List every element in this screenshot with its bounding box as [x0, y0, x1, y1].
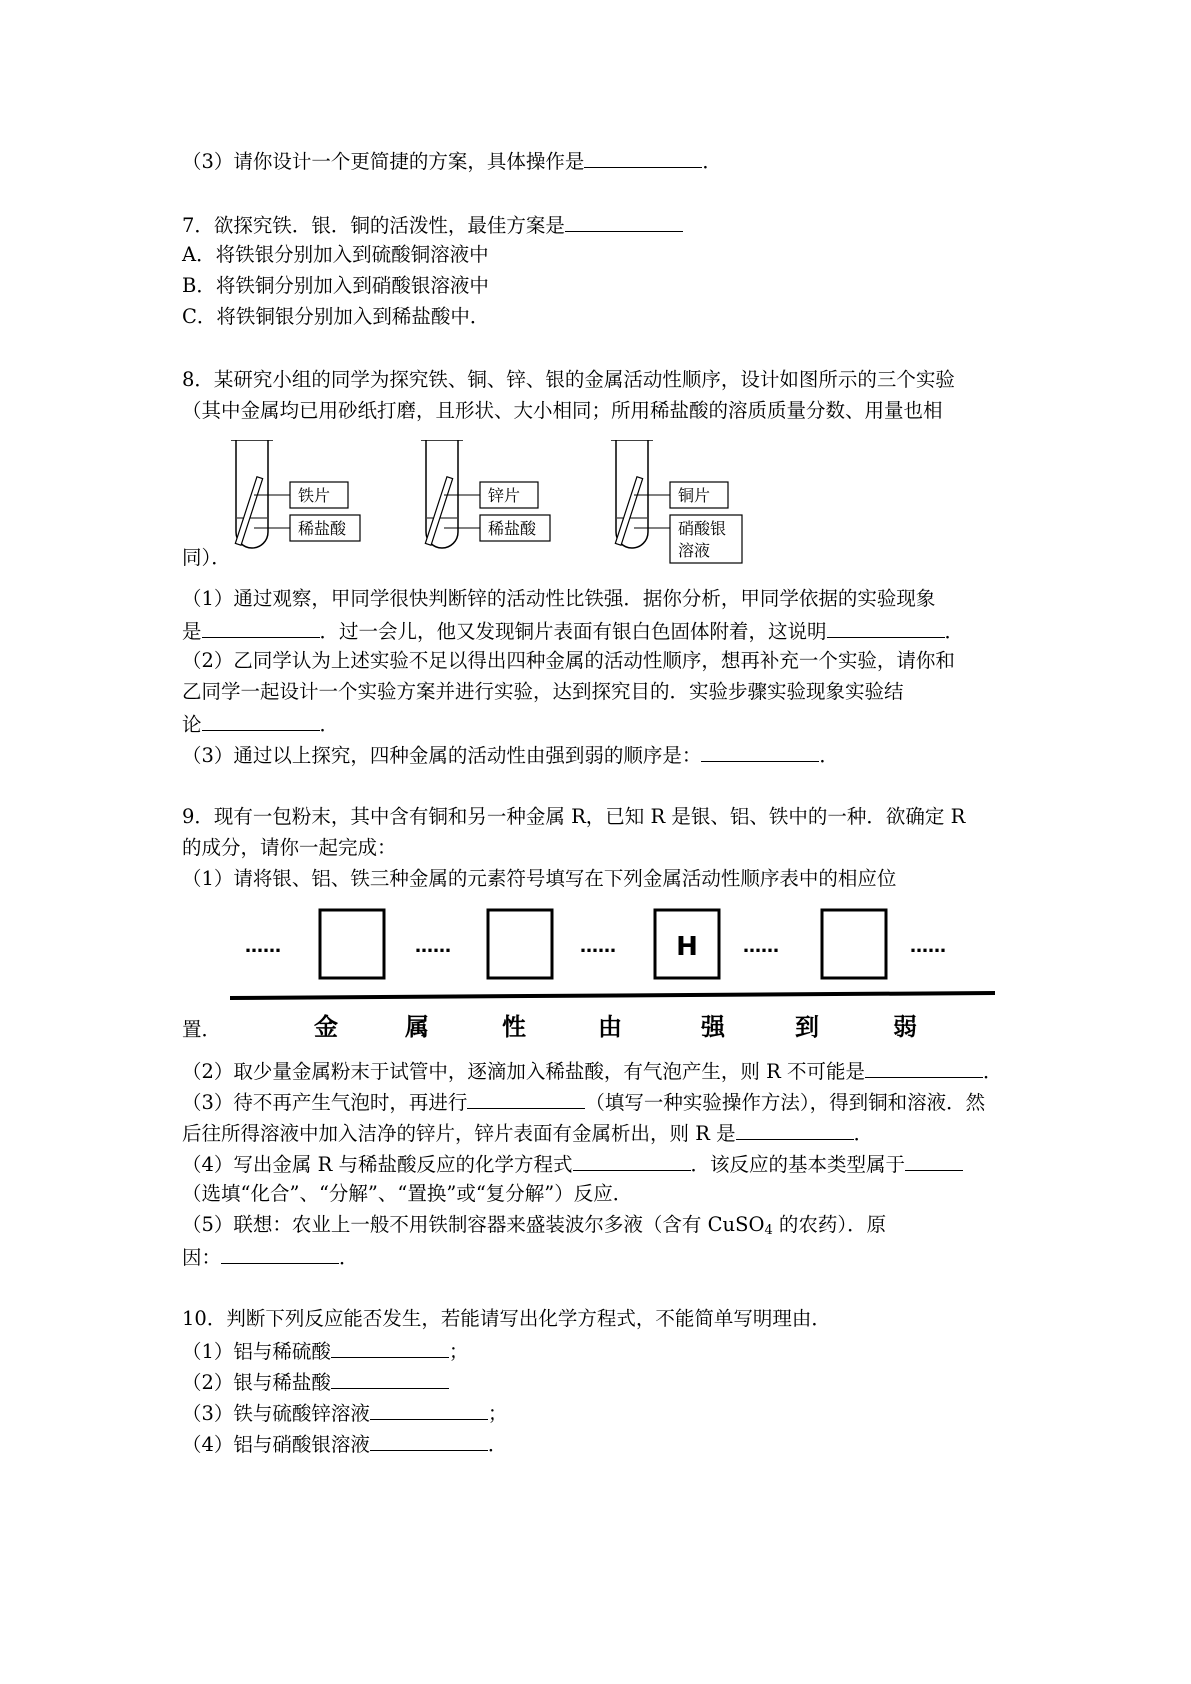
- q9-part1-line1: （1）请将银、铝、铁三种金属的元素符号填写在下列金属活动性顺序表中的相应位: [182, 867, 897, 890]
- q8-stem-line3: 同）．: [182, 546, 231, 569]
- activity-series-figure: [225, 905, 1005, 1040]
- q9-part4-line1: （4）写出金属 R 与稀盐酸反应的化学方程式 ．该反应的基本类型属于: [182, 1150, 963, 1178]
- ellipsis: ……: [245, 936, 281, 957]
- answer-blank[interactable]: [865, 1057, 983, 1078]
- q9-part5-line2: 因： ．: [182, 1243, 359, 1271]
- q7-option-b: B．将铁铜分别加入到硝酸银溶液中: [182, 274, 489, 297]
- tube1-metal-label: 铁片: [298, 486, 331, 505]
- q8-stem-line2: （其中金属均已用砂纸打磨，且形状、大小相同；所用稀盐酸的溶质质量分数、用量也相: [182, 399, 943, 422]
- q10-item3: （3）铁与硫酸锌溶液 ；: [182, 1399, 507, 1427]
- answer-box-2[interactable]: [488, 910, 552, 978]
- q7-stem: 7．欲探究铁．银．铜的活泼性，最佳方案是: [182, 211, 683, 239]
- q9-part2: （2）取少量金属粉末于试管中，逐滴加入稀盐酸，有气泡产生，则 R 不可能是 ．: [182, 1057, 1003, 1085]
- q8-test-tube-figure: [230, 440, 750, 565]
- caption-char: 性: [502, 1013, 526, 1040]
- answer-blank[interactable]: [331, 1337, 449, 1358]
- q6-part3: （3）请你设计一个更简捷的方案，具体操作是 ．: [182, 147, 722, 175]
- q10-item2: （2）银与稀盐酸: [182, 1368, 449, 1396]
- q10-item1: （1）铝与稀硫酸 ；: [182, 1337, 468, 1365]
- caption-char: 弱: [893, 1013, 917, 1040]
- ellipsis: ……: [743, 936, 779, 957]
- answer-blank[interactable]: [736, 1119, 854, 1140]
- answer-blank[interactable]: [331, 1368, 449, 1389]
- answer-blank[interactable]: [202, 710, 320, 731]
- answer-blank[interactable]: [467, 1088, 585, 1109]
- q8-part1-line1: （1）通过观察，甲同学很快判断锌的活动性比铁强．据你分析，甲同学依据的实验现象: [182, 587, 936, 610]
- answer-blank[interactable]: [701, 741, 819, 762]
- q8-part2-line2: 乙同学一起设计一个实验方案并进行实验，达到探究目的．实验步骤实验现象实验结: [182, 680, 904, 703]
- q9-part3-line1: （3）待不再产生气泡时，再进行 （填写一种实验操作方法），得到铜和溶液．然: [182, 1088, 985, 1116]
- q10-item4: （4）铝与硝酸银溶液 ．: [182, 1430, 507, 1458]
- answer-box-3[interactable]: [822, 910, 886, 978]
- q9-part3-line2: 后往所得溶液中加入洁净的锌片，锌片表面有金属析出，则 R 是 ．: [182, 1119, 873, 1147]
- answer-blank[interactable]: [565, 211, 683, 232]
- answer-blank[interactable]: [827, 617, 945, 638]
- q8-part2-line3: 论 ．: [182, 710, 339, 738]
- q9-stem-line2: 的成分，请你一起完成：: [182, 836, 397, 859]
- series-arrow-line: [230, 993, 995, 998]
- ellipsis: ……: [580, 936, 616, 957]
- q7-option-c: C．将铁铜银分别加入到稀盐酸中．: [182, 305, 490, 328]
- caption-char: 强: [701, 1013, 725, 1040]
- tube3-metal-label: 铜片: [678, 486, 711, 505]
- tube1-liquid-label: 稀盐酸: [298, 519, 347, 538]
- answer-blank[interactable]: [905, 1150, 963, 1171]
- answer-blank[interactable]: [370, 1399, 488, 1420]
- tube2-metal-label: 锌片: [488, 486, 521, 505]
- tube3-liquid-label-2: 溶液: [678, 541, 711, 560]
- ellipsis: ……: [415, 936, 451, 957]
- answer-blank[interactable]: [370, 1430, 488, 1451]
- caption-char: 属: [405, 1013, 429, 1040]
- tube3-liquid-label: 硝酸银: [678, 519, 727, 538]
- q7-option-a: A．将铁银分别加入到硫酸铜溶液中: [182, 243, 489, 266]
- q8-part2-line1: （2）乙同学认为上述实验不足以得出四种金属的活动性顺序，想再补充一个实验，请你和: [182, 649, 955, 672]
- caption-char: 由: [598, 1013, 622, 1040]
- q9-part1-line2: 置．: [182, 1018, 222, 1041]
- caption-char: 到: [795, 1013, 819, 1040]
- answer-box-1[interactable]: [320, 910, 384, 978]
- q9-stem-line1: 9．现有一包粉末，其中含有铜和另一种金属 R，已知 R 是银、铝、铁中的一种．欲确定 R: [182, 805, 966, 828]
- hydrogen-label: H: [676, 932, 698, 962]
- q8-part3: （3）通过以上探究，四种金属的活动性由强到弱的顺序是： ．: [182, 741, 839, 769]
- q9-part4-line2: （选填“化合”、“分解”、“置换”或“复分解”）反应．: [182, 1182, 633, 1205]
- answer-blank[interactable]: [202, 617, 320, 638]
- q10-stem: 10．判断下列反应能否发生，若能请写出化学方程式，不能简单写明理由．: [182, 1307, 831, 1330]
- caption-char: 金: [314, 1013, 338, 1040]
- ellipsis: ……: [910, 936, 946, 957]
- q8-stem-line1: 8．某研究小组的同学为探究铁、铜、锌、银的金属活动性顺序，设计如图所示的三个实验: [182, 368, 955, 391]
- q9-part5-line1: （5）联想：农业上一般不用铁制容器来盛装波尔多液（含有 CuSO$_4$ 的农药）．原: [182, 1213, 887, 1238]
- answer-blank[interactable]: [573, 1150, 691, 1171]
- answer-blank[interactable]: [221, 1243, 339, 1264]
- q8-part1-line2: 是 ．过一会儿，他又发现铜片表面有银白色固体附着，这说明 ．: [182, 617, 964, 645]
- answer-blank[interactable]: [584, 147, 702, 168]
- tube2-liquid-label: 稀盐酸: [488, 519, 537, 538]
